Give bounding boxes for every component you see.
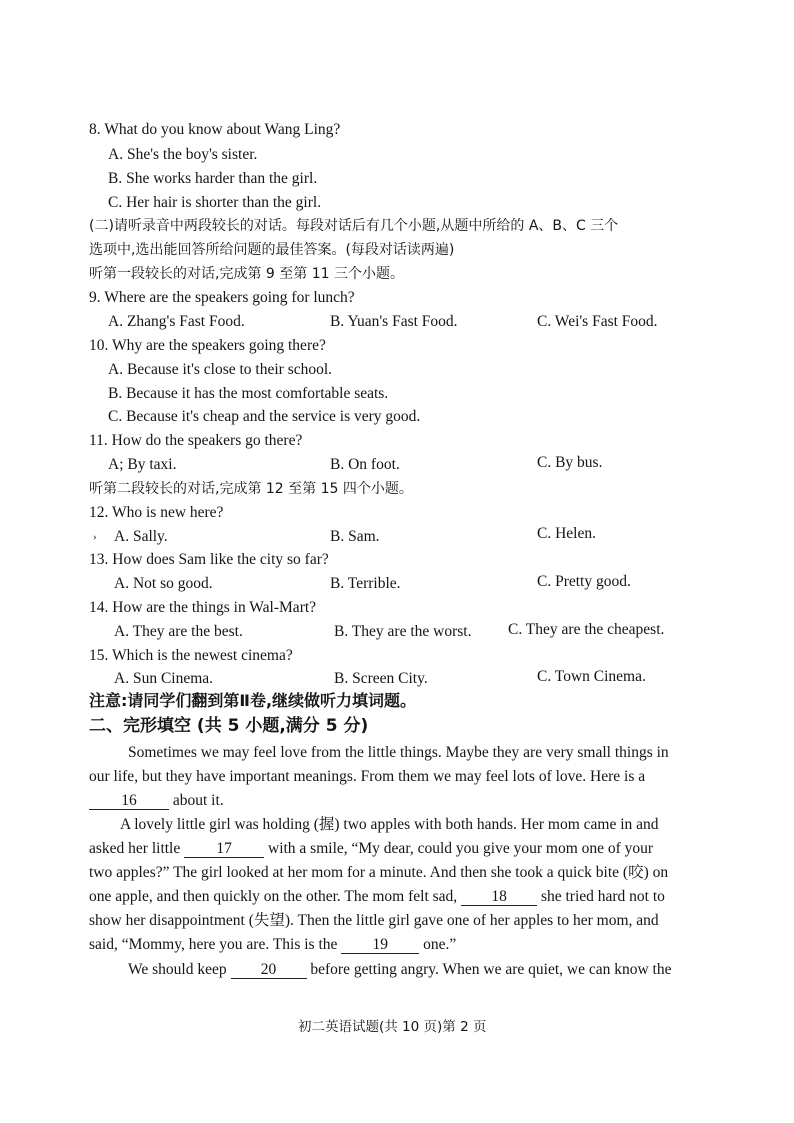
question-8-option-c: C. Her hair is shorter than the girl. [108, 194, 322, 211]
question-12-stem: 12. Who is new here? [89, 504, 224, 521]
passage-line: A lovely little girl was holding (握) two apples with both hands. Her mom came in and [120, 816, 659, 833]
question-9-option-b: B. Yuan's Fast Food. [330, 313, 458, 330]
question-12-option-a: A. Sally. [114, 528, 168, 545]
passage-text: We should keep [128, 961, 231, 978]
question-13-stem: 13. How does Sam like the city so far? [89, 551, 329, 568]
question-10-option-a: A. Because it's close to their school. [108, 361, 333, 378]
question-10-option-c: C. Because it's cheap and the service is very good. [108, 408, 421, 425]
question-14-stem: 14. How are the things in Wal-Mart? [89, 599, 317, 616]
passage-text: one apple, and then quickly on the other. The mom felt sad, [89, 888, 462, 905]
dialog-1-instructions: 听第一段较长的对话,完成第 9 至第 11 三个小题。 [89, 266, 404, 282]
stray-mark: › [93, 531, 97, 543]
passage-line [89, 887, 665, 907]
question-8-option-a: A. She's the boy's sister. [108, 146, 258, 163]
question-9-stem: 9. Where are the speakers going for lunch? [89, 289, 355, 306]
blank-18[interactable]: 18 [461, 888, 537, 906]
question-11-option-c: C. By bus. [537, 454, 603, 471]
blank-16[interactable]: 16 [89, 792, 169, 810]
passage-text: said, “Mommy, here you are. This is the [89, 936, 342, 953]
blank-17[interactable]: 17 [184, 840, 264, 858]
question-12-option-c: C. Helen. [537, 525, 596, 542]
blank-20[interactable]: 20 [231, 961, 307, 979]
dialog-2-instructions: 听第二段较长的对话,完成第 12 至第 15 四个小题。 [89, 481, 413, 497]
question-10-stem: 10. Why are the speakers going there? [89, 337, 326, 354]
question-11-stem: 11. How do the speakers go there? [89, 432, 303, 449]
question-9-option-c: C. Wei's Fast Food. [537, 313, 658, 330]
passage-text: she tried hard not to [537, 888, 665, 905]
passage-text: about it. [169, 792, 224, 809]
page-footer: 初二英语试题(共 10 页)第 2 页 [298, 1019, 487, 1035]
cloze-section-heading: 二、完形填空 (共 5 小题,满分 5 分) [89, 716, 369, 736]
passage-text: one.” [419, 936, 457, 953]
notice-text: 注意:请同学们翻到第Ⅱ卷,继续做听力填词题。 [89, 691, 417, 710]
question-12-option-b: B. Sam. [330, 528, 380, 545]
question-10-option-b: B. Because it has the most comfortable seats. [108, 385, 389, 402]
passage-line [128, 960, 671, 980]
passage-text: with a smile, “My dear, could you give your mom one of your [264, 840, 654, 857]
passage-line: show her disappointment (失望). Then the little girl gave one of her apples to her mom, and [89, 912, 659, 929]
passage-line [89, 839, 653, 859]
passage-line: two apples?” The girl looked at her mom for a minute. And then she took a quick bite (咬) on [89, 864, 669, 881]
question-15-option-a: A. Sun Cinema. [114, 670, 214, 687]
question-14-option-b: B. They are the worst. [334, 623, 472, 640]
section-2-instructions-line-2: 选项中,选出能回答所给问题的最佳答案。(每段对话读两遍) [89, 242, 455, 258]
passage-text: before getting angry. When we are quiet, we can know the [306, 961, 672, 978]
passage-line [89, 935, 456, 955]
question-14-option-c: C. They are the cheapest. [508, 621, 665, 638]
question-15-stem: 15. Which is the newest cinema? [89, 647, 293, 664]
question-14-option-a: A. They are the best. [114, 623, 243, 640]
passage-line: Sometimes we may feel love from the little things. Maybe they are very small things in [128, 744, 669, 761]
blank-19[interactable]: 19 [341, 936, 419, 954]
passage-line: our life, but they have important meanings. From them we may feel lots of love. Here is a [89, 768, 646, 785]
passage-text: asked her little [89, 840, 185, 857]
question-11-option-b: B. On foot. [330, 456, 400, 473]
question-8-option-b: B. She works harder than the girl. [108, 170, 318, 187]
passage-line [89, 791, 224, 811]
question-15-option-b: B. Screen City. [334, 670, 428, 687]
question-13-option-c: C. Pretty good. [537, 573, 631, 590]
question-13-option-a: A. Not so good. [114, 575, 213, 592]
section-2-instructions-line-1: (二)请听录音中两段较长的对话。每段对话后有几个小题,从题中所给的 A、B、C 三个 [89, 218, 619, 234]
question-11-option-a: A; By taxi. [108, 456, 177, 473]
question-9-option-a: A. Zhang's Fast Food. [108, 313, 245, 330]
question-15-option-c: C. Town Cinema. [537, 668, 646, 685]
question-8-stem: 8. What do you know about Wang Ling? [89, 121, 341, 138]
question-13-option-b: B. Terrible. [330, 575, 401, 592]
